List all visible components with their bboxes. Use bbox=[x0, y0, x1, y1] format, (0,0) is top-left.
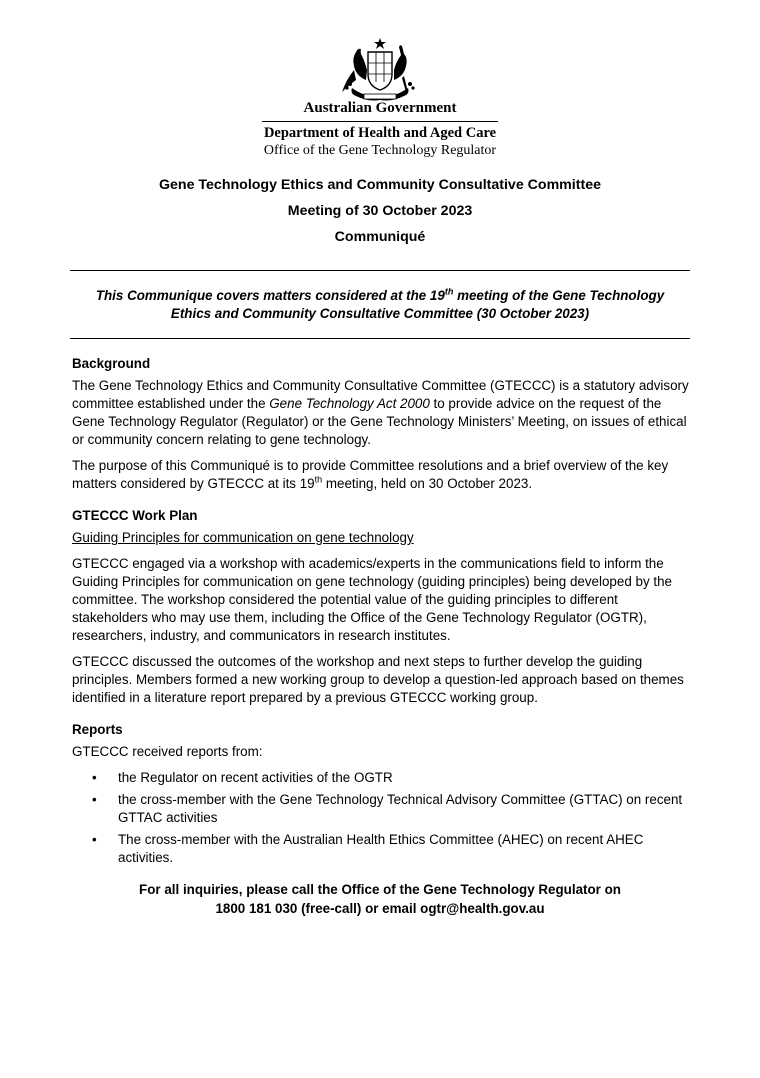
communique-body bbox=[72, 355, 690, 871]
reports-heading: Reports bbox=[72, 722, 123, 737]
summary-bottom-rule bbox=[70, 338, 690, 339]
work-plan-paragraph-1: GTECCC engaged via a workshop with academics/experts in the communications field to inform the Guiding Principles for communication on gene technology (guiding principles) being developed by the committee. The workshop considered the potential value of the guiding principles to different stakeholders who may use them, including the Office of the Gene Technology Regulator (OGTR), researchers, industry, and communicators in research institutes. bbox=[72, 556, 672, 643]
list-item: • The cross-member with the Australian Health Ethics Committee (AHEC) on recent AHEC activities. bbox=[72, 831, 690, 867]
list-item: • the cross-member with the Gene Technology Technical Advisory Committee (GTTAC) on recent GTTAC activities bbox=[72, 791, 690, 827]
summary-top-rule bbox=[70, 270, 690, 271]
inquiries-footer bbox=[0, 880, 760, 918]
coat-of-arms-icon bbox=[338, 36, 422, 104]
guiding-principles-subheading: Guiding Principles for communication on gene technology bbox=[72, 530, 414, 545]
background-paragraph-2: The purpose of this Communiqué is to provide Committee resolutions and a brief overview of the key matters considered by GTECCC at its 19th meeting, held on 30 October 2023. bbox=[72, 458, 669, 491]
reports-intro: GTECCC received reports from: bbox=[72, 744, 263, 759]
background-heading: Background bbox=[72, 356, 151, 371]
office-name: Office of the Gene Technology Regulator bbox=[263, 143, 497, 158]
background-paragraph-1: The Gene Technology Ethics and Community Consultative Committee (GTECCC) is a statutory advisory committee established under the Gene Technology Act 2000 to provide advice on the request of the Gene Technology Regulator (Regulator) or the Gene Technology Ministers’ Meeting, on issues of ethical or community concern relating to gene technology. bbox=[72, 378, 689, 447]
department-name: Department of Health and Aged Care bbox=[263, 125, 497, 141]
government-name: Australian Government bbox=[303, 100, 457, 116]
committee-title: Gene Technology Ethics and Community Consultative Committee bbox=[159, 177, 601, 193]
work-plan-heading: GTECCC Work Plan bbox=[72, 508, 198, 523]
summary-statement: This Communique covers matters considered at the 19th meeting of the Gene Technology Ethics and Community Consultative Committee (30 October 2023) bbox=[95, 286, 665, 321]
header-divider bbox=[262, 121, 498, 122]
list-item: • the Regulator on recent activities of the OGTR bbox=[72, 769, 690, 787]
communique-title: Communiqué bbox=[334, 229, 426, 245]
meeting-date-title: Meeting of 30 October 2023 bbox=[287, 203, 473, 219]
reports-list bbox=[72, 769, 690, 867]
work-plan-paragraph-2: GTECCC discussed the outcomes of the workshop and next steps to further develop the guiding principles. Members formed a new working group to develop a question-led approach based on themes identified in a literature report prepared by a previous GTECCC working group. bbox=[72, 654, 684, 705]
inquiries-line-1: For all inquiries, please call the Office of the Gene Technology Regulator on bbox=[139, 882, 621, 897]
inquiries-line-2: 1800 181 030 (free-call) or email ogtr@health.gov.au bbox=[215, 901, 545, 916]
